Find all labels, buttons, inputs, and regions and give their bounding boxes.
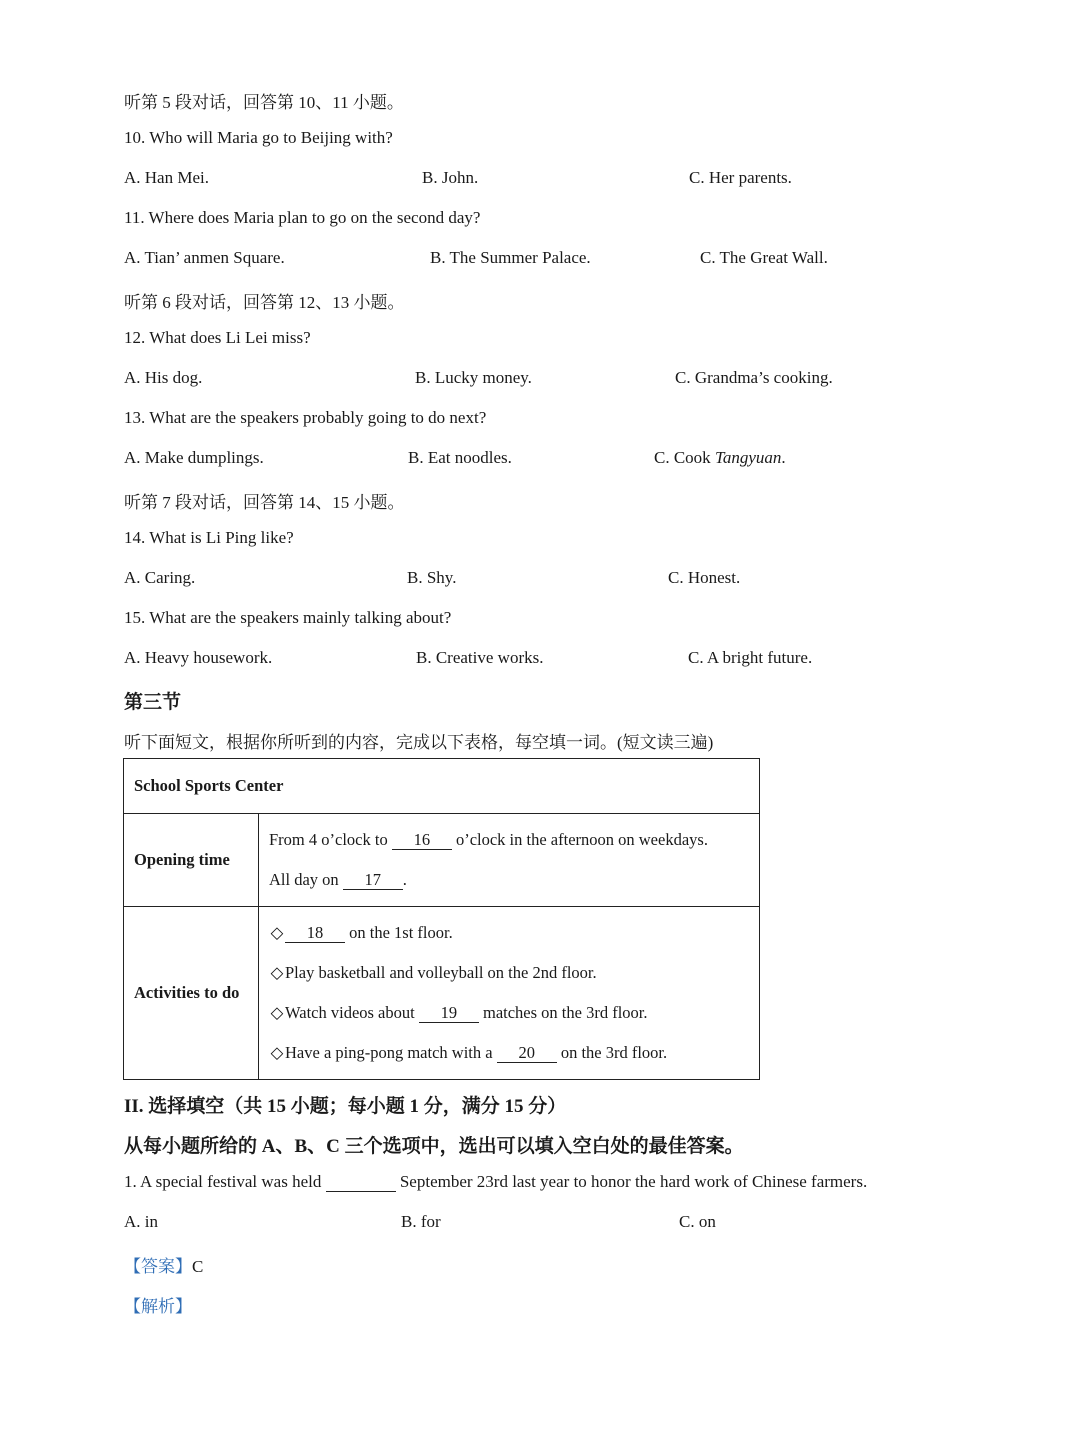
activity-4: ◇ Have a ping-pong match with a 20 on the 3rd floor. <box>269 1033 759 1073</box>
question-12-option-b: B. Lucky money. <box>415 368 532 387</box>
question-15-option-a: A. Heavy housework. <box>124 648 273 667</box>
answer-label: 【答案】 <box>124 1257 192 1276</box>
blank-16: 16 <box>392 831 452 850</box>
question-10-option-a: A. Han Mei. <box>124 168 209 187</box>
blank-17: 17 <box>343 871 403 890</box>
question-13-stem: 13. What are the speakers probably going to do next? <box>124 408 487 427</box>
option-c-prefix: C. Cook <box>654 448 715 467</box>
section-7-header: 听第 7 段对话，回答第 14、15 小题。 <box>124 493 405 512</box>
opening-line-1: From 4 o’clock to 16 o’clock in the afternoon on weekdays. <box>269 830 708 849</box>
question-15-stem: 15. What are the speakers mainly talking about? <box>124 608 452 627</box>
blank-20: 20 <box>497 1044 557 1063</box>
question-11-option-b: B. The Summer Palace. <box>430 248 591 267</box>
diamond-bullet-icon: ◇ <box>270 1003 284 1022</box>
question-13-option-b: B. Eat noodles. <box>408 448 512 467</box>
question-12-option-a: A. His dog. <box>124 368 203 387</box>
mc-1-option-a: A. in <box>124 1212 158 1231</box>
section-5-header: 听第 5 段对话，回答第 10、11 小题。 <box>124 93 404 112</box>
part-3-instruction: 听下面短文，根据你所听到的内容，完成以下表格，每空填一词。(短文读三遍) <box>124 733 714 752</box>
question-11-option-c: C. The Great Wall. <box>700 248 828 267</box>
question-14-stem: 14. What is Li Ping like? <box>124 528 294 547</box>
diamond-bullet-icon: ◇ <box>270 1043 284 1062</box>
option-c-suffix: . <box>781 448 786 467</box>
mc-1-blank <box>326 1173 396 1192</box>
option-c-italic: Tangyuan <box>714 448 782 467</box>
answer-line <box>124 1252 203 1277</box>
blank-19: 19 <box>419 1004 479 1023</box>
opening-time-cell <box>259 814 760 907</box>
question-15-option-b: B. Creative works. <box>416 648 544 667</box>
opening-line-2: All day on 17 . <box>269 870 407 889</box>
question-10-option-b: B. John. <box>422 168 479 187</box>
question-12-option-c: C. Grandma’s cooking. <box>675 368 833 387</box>
activities-cell <box>259 907 760 1080</box>
question-14-option-c: C. Honest. <box>668 568 741 587</box>
question-12-stem: 12. What does Li Lei miss? <box>124 328 311 347</box>
diamond-bullet-icon: ◇ <box>270 923 284 942</box>
opening-time-label: Opening time <box>124 814 259 907</box>
activity-3: ◇ Watch videos about 19 matches on the 3rd floor. <box>269 993 759 1033</box>
blank-18: 18 <box>285 924 345 943</box>
mc-1-option-b: B. for <box>401 1212 441 1231</box>
section-6-header: 听第 6 段对话，回答第 12、13 小题。 <box>124 293 405 312</box>
question-11-option-a: A. Tian’ anmen Square. <box>124 248 285 267</box>
mc-1-option-c: C. on <box>679 1212 716 1231</box>
question-10-option-c: C. Her parents. <box>689 168 792 187</box>
activity-1: ◇ 18 on the 1st floor. <box>269 913 759 953</box>
part-2-title: II. 选择填空（共 15 小题；每小题 1 分，满分 15 分） <box>124 1096 567 1117</box>
mc-question-1-stem: 1. A special festival was held September 23rd last year to honor the hard work of Chinese farmers. <box>124 1172 868 1191</box>
answer-value: C <box>192 1257 204 1276</box>
question-13-option-c <box>654 448 786 468</box>
question-10-stem: 10. Who will Maria go to Beijing with? <box>124 128 393 147</box>
question-14-option-a: A. Caring. <box>124 568 196 587</box>
activity-2: ◇ Play basketball and volleyball on the 2nd floor. <box>269 953 759 993</box>
diamond-bullet-icon: ◇ <box>270 963 284 982</box>
analysis-label: 【解析】 <box>124 1297 192 1316</box>
question-15-option-c: C. A bright future. <box>688 648 813 667</box>
question-13-option-a: A. Make dumplings. <box>124 448 264 467</box>
part-3-title: 第三节 <box>124 692 182 713</box>
question-14-option-b: B. Shy. <box>407 568 457 587</box>
sports-center-table <box>123 758 760 1080</box>
table-title: School Sports Center <box>124 759 760 814</box>
activities-label: Activities to do <box>124 907 259 1080</box>
question-11-stem: 11. Where does Maria plan to go on the second day? <box>124 208 481 227</box>
part-2-instruction: 从每小题所给的 A、B、C 三个选项中，选出可以填入空白处的最佳答案。 <box>124 1136 744 1157</box>
